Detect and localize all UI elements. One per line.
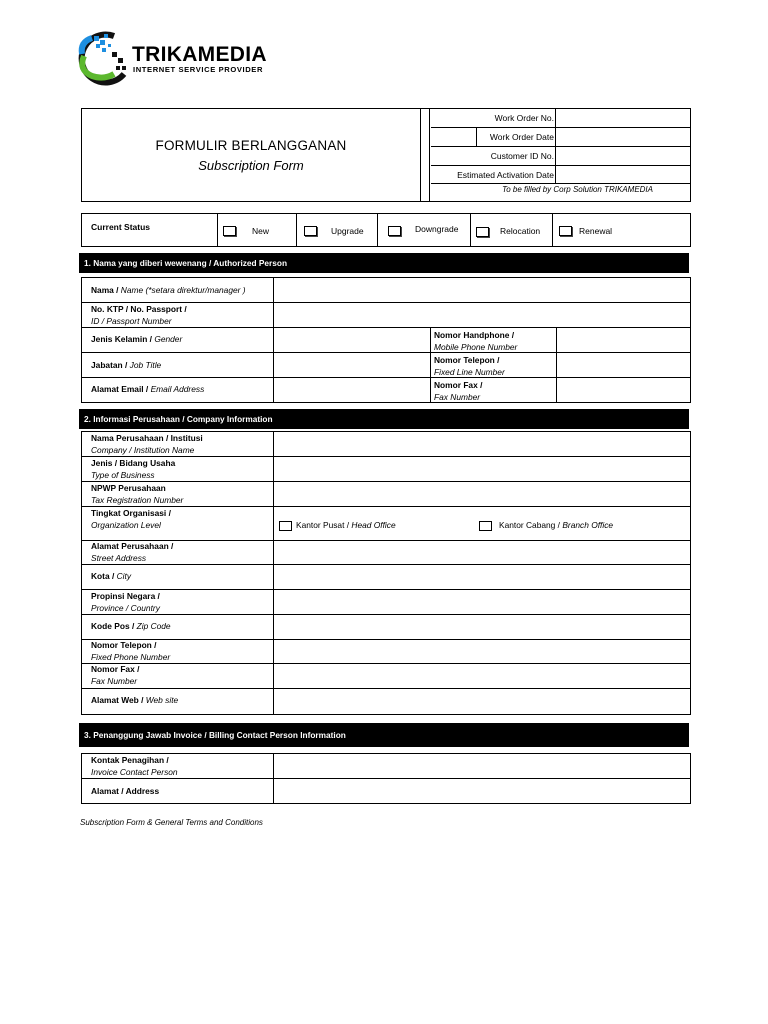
- table-row: [82, 457, 690, 482]
- form-subtitle: Subscription Form: [198, 158, 304, 173]
- checkbox-upgrade[interactable]: [304, 226, 317, 236]
- id-passport-label: No. KTP / No. Passport / ID / Passport Number: [91, 304, 187, 326]
- checkbox-head-office[interactable]: [279, 521, 292, 531]
- form-header: [81, 108, 691, 202]
- status-label-cell: [82, 214, 218, 246]
- status-relocation[interactable]: [471, 214, 553, 246]
- column-divider: [556, 378, 557, 402]
- table-row: [82, 640, 690, 664]
- column-divider: [273, 353, 274, 377]
- activation-date-row: [431, 166, 690, 184]
- column-divider: [556, 328, 557, 352]
- column-divider: [273, 378, 274, 402]
- company-phone-label: Nomor Telepon / Fixed Phone Number: [91, 640, 171, 662]
- status-downgrade[interactable]: [378, 214, 471, 246]
- company-fax-label: Nomor Fax / Fax Number: [91, 664, 140, 686]
- checkbox-relocation[interactable]: [476, 227, 489, 237]
- column-divider: [273, 303, 274, 327]
- customer-id-label: Customer ID No.: [490, 151, 554, 161]
- company-name-label: Nama Perusahaan / Institusi Company / Institution Name: [91, 433, 203, 455]
- status-downgrade-label: Downgrade: [415, 224, 459, 234]
- billing-address-label: Alamat / Address: [91, 786, 160, 796]
- header-divider: [421, 109, 430, 201]
- billing-contact-table: [81, 753, 691, 804]
- activation-date-label: Estimated Activation Date: [457, 170, 554, 180]
- email-label: Alamat Email / Email Address: [91, 384, 205, 394]
- status-new-label: New: [252, 226, 270, 236]
- table-row: [82, 432, 690, 457]
- section-authorized-person-header: 1. Nama yang diberi wewenang / Authorized Person: [79, 253, 689, 273]
- company-logo: [74, 30, 294, 86]
- customer-id-row: [431, 147, 690, 166]
- column-divider: [273, 615, 274, 639]
- invoice-contact-label: Kontak Penagihan / Invoice Contact Person: [91, 755, 178, 777]
- gender-label: Jenis Kelamin / Gender: [91, 334, 183, 344]
- work-order-no-row: [431, 109, 690, 128]
- zip-code-label: Kode Pos / Zip Code: [91, 621, 171, 631]
- column-divider: [273, 328, 274, 352]
- column-divider: [273, 689, 274, 714]
- column-divider: [273, 507, 274, 540]
- footer-note: Subscription Form & General Terms and Conditions: [80, 818, 263, 827]
- checkbox-renewal[interactable]: [559, 226, 572, 236]
- work-order-date-label: Work Order Date: [489, 132, 554, 142]
- column-divider: [273, 640, 274, 663]
- column-divider: [273, 754, 274, 778]
- trikamedia-logo-icon: [74, 30, 134, 86]
- status-renewal-label: Renewal: [579, 226, 613, 236]
- table-row: [82, 779, 690, 803]
- street-address-label: Alamat Perusahaan / Street Address: [91, 541, 174, 563]
- checkbox-downgrade[interactable]: [388, 226, 401, 236]
- column-divider: [430, 353, 431, 377]
- status-new[interactable]: [218, 214, 297, 246]
- column-divider: [430, 378, 431, 402]
- customer-id-field[interactable]: [555, 147, 690, 165]
- column-divider: [273, 565, 274, 589]
- tax-number-label: NPWP Perusahaan Tax Registration Number: [91, 483, 184, 505]
- table-row: [82, 278, 690, 303]
- organization-level-label: Tingkat Organisasi / Organization Level: [91, 508, 171, 530]
- table-row: [82, 615, 690, 640]
- website-label: Alamat Web / Web site: [91, 695, 179, 705]
- work-order-date-field[interactable]: [555, 128, 690, 146]
- column-divider: [273, 664, 274, 688]
- table-row: [82, 754, 690, 779]
- logo-title: TRIKAMEDIA: [132, 43, 267, 66]
- company-info-table: [81, 431, 691, 715]
- business-type-label: Jenis / Bidang Usaha Type of Business: [91, 458, 176, 480]
- name-label: Nama / Name (*setara direktur/manager ): [91, 285, 246, 295]
- status-upgrade-label: Upgrade: [331, 226, 364, 236]
- table-row: [82, 328, 690, 353]
- job-title-label: Jabatan / Job Title: [91, 360, 162, 370]
- column-divider: [273, 482, 274, 506]
- fax-label: Nomor Fax / Fax Number: [434, 380, 483, 402]
- section-company-info-header: 2. Informasi Perusahaan / Company Information: [79, 409, 689, 429]
- city-label: Kota / City: [91, 571, 132, 581]
- status-upgrade[interactable]: [297, 214, 378, 246]
- mobile-phone-label: Nomor Handphone / Mobile Phone Number: [434, 330, 518, 352]
- column-divider: [273, 779, 274, 803]
- checkbox-new[interactable]: [223, 226, 236, 236]
- branch-office-label: Kantor Cabang / Branch Office: [499, 520, 614, 530]
- column-divider: [430, 328, 431, 352]
- cell-divider: [476, 128, 477, 146]
- column-divider: [556, 353, 557, 377]
- authorized-person-table: [81, 277, 691, 403]
- table-row: [82, 541, 690, 565]
- table-row: [82, 378, 690, 402]
- table-row: [82, 565, 690, 590]
- logo-subtitle: INTERNET SERVICE PROVIDER: [133, 65, 264, 74]
- table-row: [82, 303, 690, 328]
- work-order-no-label: Work Order No.: [494, 113, 554, 123]
- table-row: [82, 482, 690, 507]
- fixed-line-label: Nomor Telepon / Fixed Line Number: [434, 355, 505, 377]
- table-row: [82, 664, 690, 689]
- status-renewal[interactable]: [553, 214, 690, 246]
- activation-date-field[interactable]: [555, 166, 690, 183]
- table-row: [82, 353, 690, 378]
- office-use-note: To be filled by Corp Solution TRIKAMEDIA: [502, 185, 653, 194]
- column-divider: [273, 541, 274, 564]
- table-row: [82, 590, 690, 615]
- current-status-row: [81, 213, 691, 247]
- province-label: Propinsi Negara / Province / Country: [91, 591, 160, 613]
- column-divider: [273, 457, 274, 481]
- section-billing-contact-header: 3. Penanggung Jawab Invoice / Billing Contact Person Information: [79, 723, 689, 747]
- table-row: [82, 689, 690, 714]
- office-use-panel: [431, 109, 690, 201]
- work-order-date-row: [431, 128, 690, 147]
- column-divider: [273, 590, 274, 614]
- status-relocation-label: Relocation: [500, 226, 541, 236]
- status-label: Current Status: [91, 222, 151, 232]
- form-title: FORMULIR BERLANGGANAN: [155, 138, 347, 153]
- column-divider: [273, 278, 274, 302]
- checkbox-branch-office[interactable]: [479, 521, 492, 531]
- column-divider: [273, 432, 274, 456]
- table-row: [82, 507, 690, 541]
- form-title-panel: [82, 109, 421, 201]
- head-office-label: Kantor Pusat / Head Office: [296, 520, 396, 530]
- work-order-no-field[interactable]: [555, 109, 690, 127]
